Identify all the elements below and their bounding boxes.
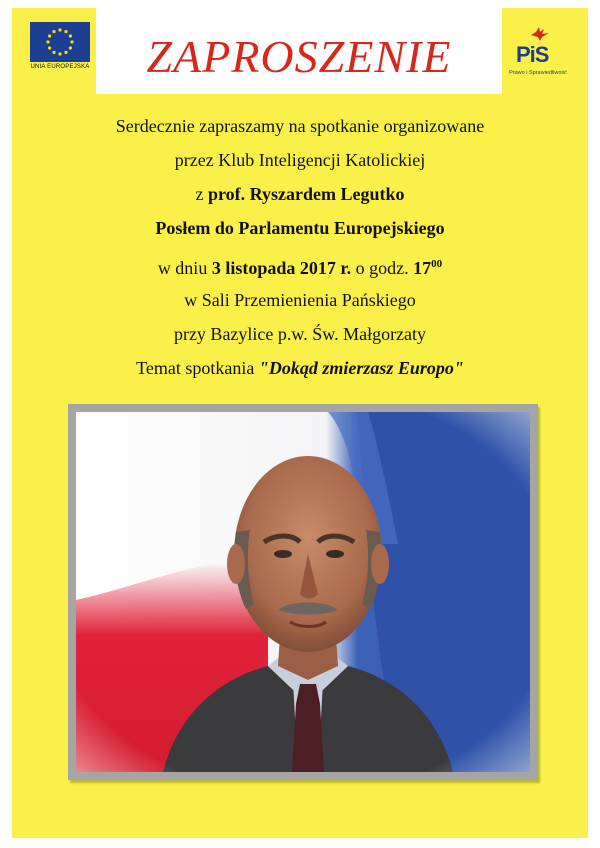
- invitation-topic-line: [12, 358, 588, 378]
- eu-star-icon: [52, 30, 55, 33]
- time-prefix: o godz.: [351, 258, 414, 278]
- meeting-topic: "Dokąd zmierzasz Europo": [258, 358, 464, 378]
- invitation-line-1: Serdecznie zapraszamy na spotkanie organizowane: [115, 116, 485, 136]
- speaker-photo-frame: [68, 404, 538, 780]
- speaker-photo: [68, 404, 538, 780]
- event-hour: 17: [413, 258, 432, 278]
- eu-star-icon: [58, 52, 61, 55]
- eu-star-icon: [69, 46, 72, 49]
- invitation-line-3-prefix: z: [195, 184, 208, 204]
- eu-star-icon: [69, 34, 72, 37]
- title-box: [96, 8, 502, 94]
- invitation-line-3: [12, 184, 588, 204]
- eu-star-icon: [48, 46, 51, 49]
- event-minutes: 00: [431, 258, 443, 270]
- invitation-venue-line: w Sali Przemienienia Pańskiego: [184, 290, 416, 310]
- pis-caption: Prawo i Sprawiedliwość: [509, 70, 567, 76]
- topic-prefix: Temat spotkania: [136, 358, 259, 378]
- invitation-basilica-line: przy Bazylice p.w. Św. Małgorzaty: [173, 324, 427, 344]
- eu-star-icon: [48, 34, 51, 37]
- speaker-title: Posłem do Parlamentu Europejskiego: [155, 218, 445, 238]
- date-prefix: w dniu: [157, 258, 212, 278]
- eu-star-icon: [70, 40, 73, 43]
- eagle-icon: [530, 26, 550, 42]
- invitation-line-2: przez Klub Inteligencji Katolickiej: [174, 150, 426, 170]
- pis-logo: [506, 24, 570, 84]
- eu-star-icon: [64, 30, 67, 33]
- eu-logo: [26, 22, 94, 82]
- eu-star-icon: [52, 51, 55, 54]
- page-title: ZAPROSZENIE: [146, 31, 452, 82]
- eu-caption: UNIA EUROPEJSKA: [30, 64, 90, 70]
- eu-star-icon: [64, 51, 67, 54]
- speaker-name: prof. Ryszardem Legutko: [207, 184, 405, 204]
- invitation-date-line: [12, 254, 588, 278]
- pis-logo-text: PiS: [516, 42, 549, 67]
- eu-star-icon: [46, 40, 49, 43]
- eu-star-icon: [58, 28, 61, 31]
- eu-flag-icon: [30, 22, 90, 62]
- event-date: 3 listopada 2017 r.: [211, 258, 352, 278]
